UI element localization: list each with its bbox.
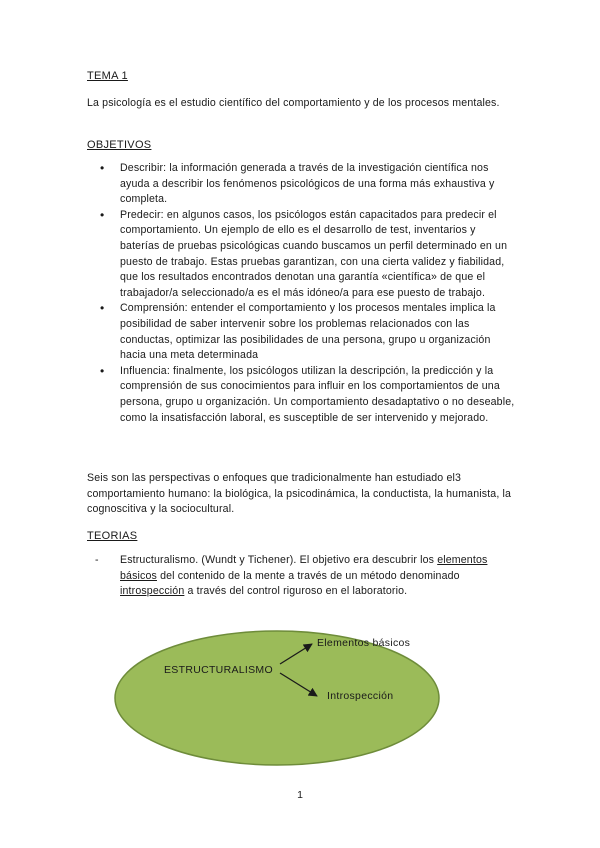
diagram-center-label: ESTRUCTURALISMO [164, 664, 273, 676]
theories-list [120, 553, 515, 600]
structuralism-diagram [112, 628, 442, 768]
objective-understand: • Comprensión: entender el comportamiento y los procesos mentales implica la posibilidad de saber intervenir sobre los problemas relacionados con las conductas, optimizar las posibilidades de una persona, grupo u organización hacia una meta determinada [120, 301, 515, 363]
objectives-list [120, 161, 515, 426]
page-title: TEMA 1 [87, 70, 128, 82]
perspectives-paragraph: Seis son las perspectivas o enfoques que tradicionalmente han estudiado el3 comportamiento humano: la biológica, la psicodinámica, la conductista, la humanista, la cognoscitiva y la sociocultural. [87, 472, 512, 516]
diagram-elements-label: Elementos básicos [317, 637, 411, 649]
theory-structuralism [120, 553, 515, 600]
theories-heading: TEORIAS [87, 530, 138, 542]
introspection-link-text: introspección [120, 585, 185, 598]
theory-text-3: a través del control riguroso en el laboratorio. [184, 585, 408, 598]
theory-text-2: del contenido de la mente a través de un método denominado [156, 569, 460, 582]
page-number: 1 [297, 789, 303, 801]
intro-paragraph: La psicología es el estudio científico del comportamiento y de los procesos mentales. [87, 97, 500, 109]
objective-describe: • Describir: la información generada a través de la investigación científica nos ayuda a describir los fenómenos psicológicos de una forma más exhaustiva y completa. [120, 161, 515, 208]
objective-influence: • Influencia: finalmente, los psicólogos utilizan la descripción, la predicción y la comprensión de sus conocimientos para influir en los comportamientos de una persona, grupo u organización. Un comportamiento desadaptativo o no deseable, como la insatisfacción laboral, es susceptible de ser intervenido y mejorado. [120, 364, 515, 426]
objective-predict: • Predecir: en algunos casos, los psicólogos están capacitados para predecir el comportamiento. Un ejemplo de ello es el desarrollo de test, inventarios y baterías de pruebas psicológicas cuando buscamos un perfil determinado en un puesto de trabajo. Estas pruebas garantizan, con una cierta validez y fiabilidad, que los resultados encontrados denotan una garantía «científica» de que el trabajador/a seleccionado/a es el más idóneo/a para ese puesto de trabajo. [120, 208, 515, 302]
diagram-introspection-label: Introspección [327, 690, 394, 702]
objectives-heading: OBJETIVOS [87, 139, 152, 151]
basic-elements-link-text: elementos básicos [120, 554, 488, 582]
theory-text-1: Estructuralismo. (Wundt y Tichener). El objetivo era descubrir los [120, 554, 438, 566]
